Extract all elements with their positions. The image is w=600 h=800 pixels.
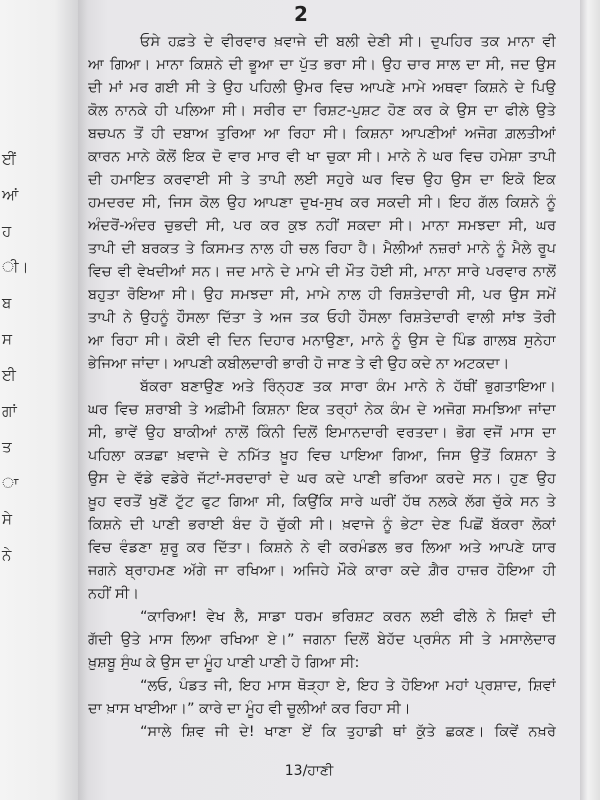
text-line: “ਕਾਰਿਆ! ਵੇਖ ਲੈ, ਸਾਡਾ ਧਰਮ ਭਰਿਸ਼ਟ ਕਰਨ ਲਈ ਫੀਲੇ ਨੇ ਸ਼ਿਵਾਂ ਦੀ xyxy=(140,608,556,625)
text-line: ਤਾਪੀ ਨੇ ਉਹਨੂੰ ਹੌਸਲਾ ਦਿੱਤਾ ਤੇ ਅਜ ਤਕ ਓਹੀ ਹੌਸਲਾ ਰਿਸ਼ਤੇਦਾਰੀ ਵਾਲੀ ਸਾਂਝ ਤੋਰੀ xyxy=(88,309,556,326)
text-line: ਬਹੁਤਾ ਰੋਇਆ ਸੀ। ਉਹ ਸਮਝਦਾ ਸੀ, ਮਾਮੇ ਨਾਲ ਹੀ ਰਿਸ਼ਤੇਦਾਰੀ ਸੀ, ਪਰ ਉਸ ਸਮੇਂ xyxy=(88,286,556,303)
paragraph xyxy=(88,674,556,720)
paragraph xyxy=(88,30,556,375)
text-line: ਵਿਚ ਵੰਡਣਾ ਸ਼ੁਰੂ ਕਰ ਦਿੱਤਾ। ਕਿਸ਼ਨੇ ਨੇ ਵੀ ਕਰਮੰਡਲ ਭਰ ਲਿਆ ਅਤੇ ਆਪਣੇ ਯਾਰ xyxy=(88,539,556,556)
text-line: ਦੀ ਹਮਾਇਤ ਕਰਵਾਈ ਸੀ ਤੇ ਤਾਪੀ ਲਈ ਸਹੁਰੇ ਘਰ ਵਿਚ ਉਹ ਉਸ ਦਾ ਇਕੋ ਇਕ xyxy=(88,171,556,188)
text-line: “ਸਾਲੇ ਸ਼ਿਵ ਜੀ ਦੇ! ਖਾਣਾ ਏਂ ਕਿ ਤੁਹਾਡੀ ਥਾਂ ਕੁੱਤੇ ਛਕਣ। ਕਿਵੇਂ ਨਖ਼ਰੇ xyxy=(140,723,556,740)
text-line: ਅੰਦਰੋਂ-ਅੰਦਰ ਚੁਭਦੀ ਸੀ, ਪਰ ਕਰ ਕੁਝ ਨਹੀਂ ਸਕਦਾ ਸੀ। ਮਾਨਾ ਸਮਝਦਾ ਸੀ, ਘਰ xyxy=(88,217,556,234)
text-line: ਕਿਸ਼ਨੇ ਦੀ ਪਾਣੀ ਭਰਾਈ ਬੰਦ ਹੋ ਚੁੱਕੀ ਸੀ। ਖ਼ਵਾਜੇ ਨੂੰ ਭੇਟਾ ਦੇਣ ਪਿਛੋਂ ਬੱਕਰਾ ਲੋਕਾਂ xyxy=(88,516,556,533)
text-line: ਭੇਜਿਆ ਜਾਂਦਾ। ਆਪਣੀ ਕਬੀਲਦਾਰੀ ਭਾਰੀ ਹੋ ਜਾਣ ਤੇ ਵੀ ਉਹ ਕਦੇ ਨਾ ਅਟਕਦਾ। xyxy=(88,355,510,372)
previous-page-text-fragment: ਸ xyxy=(2,330,12,348)
text-line: ਪਹਿਲਾ ਕੜਛਾ ਖ਼ਵਾਜੇ ਦੇ ਨਮਿੱਤ ਖ਼ੂਹ ਵਿਚ ਪਾਇਆ ਗਿਆ, ਜਿਸ ਉਤੋਂ ਕਿਸ਼ਨਾ ਤੇ xyxy=(88,447,556,464)
chapter-number: 2 xyxy=(294,2,308,26)
text-line: ਜਗਨੇ ਬ੍ਰਾਹਮਣ ਅੱਗੇ ਜਾ ਰਖਿਆ। ਅਜਿਹੇ ਮੌਕੇ ਕਾਰਾ ਕਦੇ ਗ਼ੈਰ ਹਾਜ਼ਰ ਹੋਇਆ ਹੀ xyxy=(88,562,556,579)
previous-page-text-fragment: ਸੇ xyxy=(2,510,12,528)
previous-page-text-fragment: ੀ। xyxy=(2,258,29,276)
text-line: ਖ਼ੁਸ਼ਬੂ ਸੁੰਘ ਕੇ ਉਸ ਦਾ ਮੂੰਹ ਪਾਣੀ ਪਾਣੀ ਹੋ ਗਿਆ ਸੀ: xyxy=(88,654,360,671)
text-line: ਗੱਦੀ ਉਤੇ ਮਾਸ ਲਿਆ ਰਖਿਆ ਏ।” ਜਗਨਾ ਦਿਲੋਂ ਬੇਹੱਦ ਪ੍ਰਸੰਨ ਸੀ ਤੇ ਮਸਾਲੇਦਾਰ xyxy=(88,631,556,648)
paragraph xyxy=(88,605,556,674)
previous-page-text-fragment: ਬ xyxy=(2,294,12,312)
previous-page-text-fragment: ਈ xyxy=(2,366,16,384)
text-line: ਘਰ ਵਿਚ ਸ਼ਰਾਬੀ ਤੇ ਅਫ਼ੀਮੀ ਕਿਸ਼ਨਾ ਇਕ ਤਰ੍ਹਾਂ ਨੇਕ ਕੰਮ ਦੇ ਅਜੋਗ ਸਮਝਿਆ ਜਾਂਦਾ xyxy=(88,401,556,418)
text-line: ਓਸੇ ਹਫ਼ਤੇ ਦੇ ਵੀਰਵਾਰ ਖ਼ਵਾਜੇ ਦੀ ਬਲੀ ਦੇਣੀ ਸੀ। ਦੁਪਹਿਰ ਤਕ ਮਾਨਾ ਵੀ xyxy=(140,33,556,50)
text-line: ਕੋਲ ਨਾਨਕੇ ਹੀ ਪਲਿਆ ਸੀ। ਸਰੀਰ ਦਾ ਰਿਸ਼ਟ-ਪੁਸ਼ਟ ਹੋਣ ਕਰ ਕੇ ਉਸ ਦਾ ਫੀਲੇ ਉਤੇ xyxy=(88,102,556,119)
text-line: ਕਾਰਨ ਮਾਨੇ ਕੋਲੋਂ ਇਕ ਦੋ ਵਾਰ ਮਾਰ ਵੀ ਖਾ ਚੁਕਾ ਸੀ। ਮਾਨੇ ਨੇ ਘਰ ਵਿਚ ਹਮੇਸ਼ਾ ਤਾਪੀ xyxy=(88,148,556,165)
text-line: ਸੀ, ਭਾਵੇਂ ਉਹ ਬਾਕੀਆਂ ਨਾਲੋਂ ਕਿੰਨੀ ਦਿਲੋਂ ਇਮਾਨਦਾਰੀ ਵਰਤਦਾ। ਭੋਗ ਵਜੋਂ ਮਾਸ ਦਾ xyxy=(88,424,556,441)
previous-page-text-fragment: ਗਾਂ xyxy=(2,402,17,420)
text-line: ਤਾਪੀ ਦੀ ਬਰਕਤ ਤੇ ਕਿਸਮਤ ਨਾਲ ਹੀ ਚਲ ਰਿਹਾ ਹੈ। ਮੈਲੀਆਂ ਨਜ਼ਰਾਂ ਮਾਨੇ ਨੂੰ ਮੈਲੇ ਰੂਪ xyxy=(88,240,556,257)
body-text xyxy=(88,30,556,743)
book-page xyxy=(78,0,580,800)
text-line: ਉਸ ਦੇ ਵੱਡੇ ਵਡੇਰੇ ਜੱਟਾਂ-ਸਰਦਾਰਾਂ ਦੇ ਘਰ ਕਦੇ ਪਾਣੀ ਭਰਿਆ ਕਰਦੇ ਸਨ। ਹੁਣ ਉਹ xyxy=(88,470,556,487)
text-line: ਆ ਰਿਹਾ ਸੀ। ਕੋਈ ਵੀ ਦਿਨ ਦਿਹਾਰ ਮਨਾਉਣਾ, ਮਾਨੇ ਨੂੰ ਉਸ ਦੇ ਪਿੰਡ ਗਾਲਬ ਸੁਨੇਹਾ xyxy=(88,332,556,349)
text-line: ਨਹੀਂ ਸੀ। xyxy=(88,585,140,602)
previous-page-margin xyxy=(0,0,78,800)
paragraph xyxy=(88,720,556,743)
text-line: ਖ਼ੂਹ ਵਰਤੋਂ ਖੁਣੋਂ ਟੁੱਟ ਫੁਟ ਗਿਆ ਸੀ, ਕਿਉਂਕਿ ਸਾਰੇ ਘਰੀਂ ਹੱਥ ਨਲਕੇ ਲੱਗ ਚੁੱਕੇ ਸਨ ਤੇ xyxy=(88,493,556,510)
previous-page-text-fragment: ਆਂ xyxy=(2,186,19,204)
previous-page-text-fragment: ਨੇ xyxy=(2,546,12,564)
text-line: ਬੱਕਰਾ ਬਣਾਉਣ ਅਤੇ ਰਿੰਨ੍ਹਣ ਤਕ ਸਾਰਾ ਕੰਮ ਮਾਨੇ ਨੇ ਹੱਥੀਂ ਭੁਗਤਾਇਆ। xyxy=(140,378,556,395)
text-line: ਆ ਗਿਆ। ਮਾਨਾ ਕਿਸ਼ਨੇ ਦੀ ਭੂਆ ਦਾ ਪੁੱਤ ਭਰਾ ਸੀ। ਉਹ ਚਾਰ ਸਾਲ ਦਾ ਸੀ, ਜਦ ਉਸ xyxy=(88,56,556,73)
page-edge xyxy=(580,0,600,800)
text-line: ਬਚਪਨ ਤੋਂ ਹੀ ਦਬਾਅ ਤੁਰਿਆ ਆ ਰਿਹਾ ਸੀ। ਕਿਸ਼ਨਾ ਆਪਣੀਆਂ ਅਜੋਗ ਗ਼ਲਤੀਆਂ xyxy=(88,125,556,142)
previous-page-text-fragment: ਾ xyxy=(2,474,19,492)
text-line: ਵਿਚ ਵੀ ਵੇਖਦੀਆਂ ਸਨ। ਜਦ ਮਾਨੇ ਦੇ ਮਾਮੇ ਦੀ ਮੌਤ ਹੋਈ ਸੀ, ਮਾਨਾ ਸਾਰੇ ਪਰਵਾਰ ਨਾਲੋਂ xyxy=(88,263,556,280)
previous-page-text-fragment: ਤ xyxy=(2,438,12,456)
page-footer: 13/ਹਾਣੀ xyxy=(284,763,334,779)
text-line: ਦਾ ਖ਼ਾਸ ਖਾਈਆ।” ਕਾਰੇ ਦਾ ਮੂੰਹ ਵੀ ਚੂਲੀਆਂ ਕਰ ਰਿਹਾ ਸੀ। xyxy=(88,700,411,717)
paragraph xyxy=(88,375,556,605)
previous-page-text-fragment: ਈਂ xyxy=(2,150,16,168)
text-line: ਦੀ ਮਾਂ ਮਰ ਗਈ ਸੀ ਤੇ ਉਹ ਪਹਿਲੀ ਉਮਰ ਵਿਚ ਆਪਣੇ ਮਾਮੇ ਅਥਵਾ ਕਿਸ਼ਨੇ ਦੇ ਪਿਉ xyxy=(88,79,556,96)
previous-page-text-fragment: ਹ xyxy=(2,222,12,240)
text-line: “ਲਓ, ਪੰਡਤ ਜੀ, ਇਹ ਮਾਸ ਥੋੜ੍ਹਾ ਏ, ਇਹ ਤੇ ਹੋਇਆ ਮਹਾਂ ਪ੍ਰਸ਼ਾਦ, ਸ਼ਿਵਾਂ xyxy=(140,677,556,694)
text-line: ਹਮਦਰਦ ਸੀ, ਜਿਸ ਕੋਲ ਉਹ ਆਪਣਾ ਦੁਖ-ਸੁਖ ਕਰ ਸਕਦੀ ਸੀ। ਇਹ ਗੱਲ ਕਿਸ਼ਨੇ ਨੂੰ xyxy=(88,194,556,211)
